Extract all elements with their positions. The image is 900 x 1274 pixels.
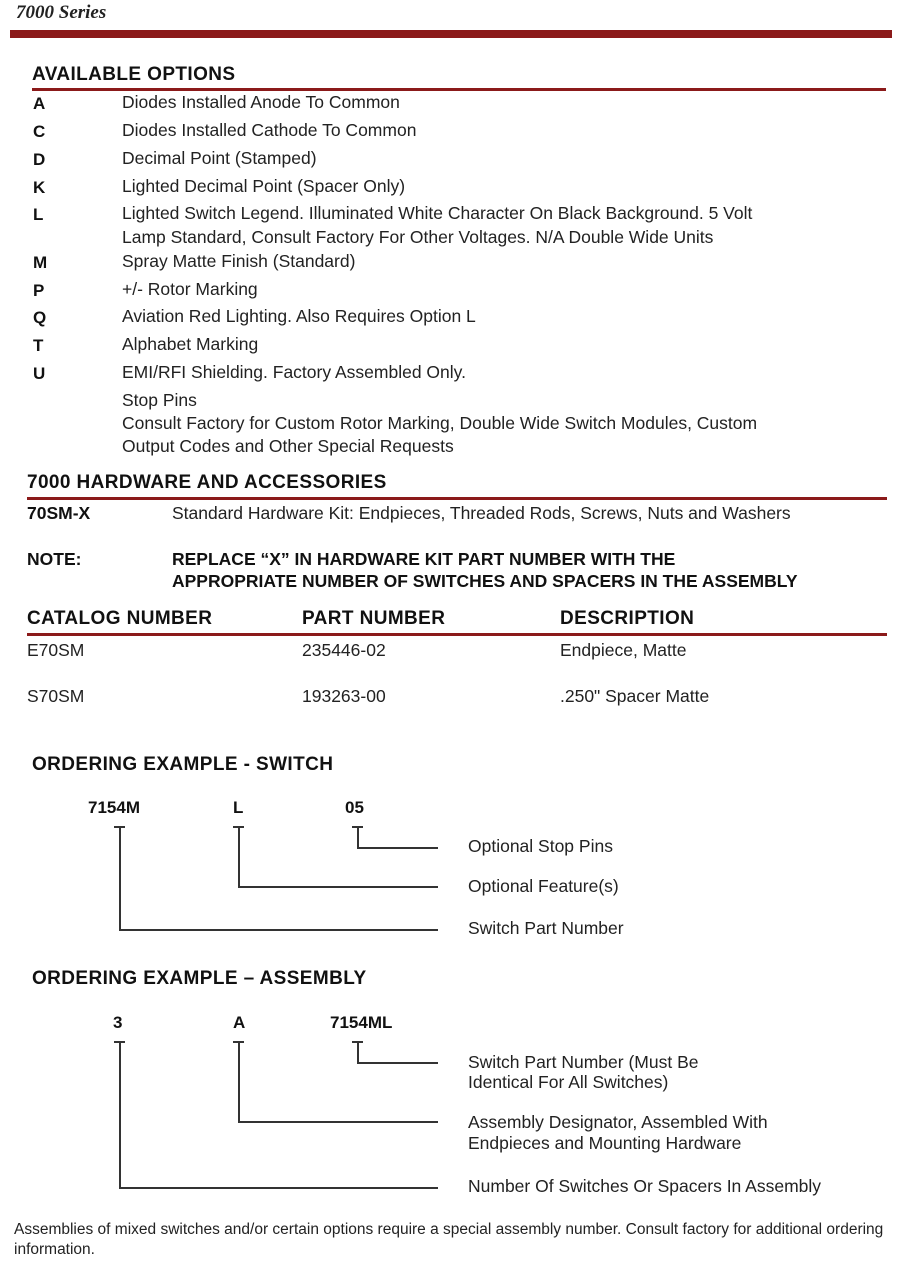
switch-leader-feature-h — [238, 886, 438, 888]
switch-code-stop-pins: 05 — [345, 798, 364, 817]
table-cell-description: .250" Spacer Matte — [560, 686, 710, 706]
col-header-catalog-number: CATALOG NUMBER — [27, 608, 213, 629]
option-code: A — [33, 94, 46, 113]
switch-code-part: 7154M — [88, 798, 140, 817]
hardware-heading: 7000 HARDWARE AND ACCESSORIES — [27, 472, 387, 493]
assembly-label-designator-1: Assembly Designator, Assembled With — [468, 1112, 768, 1132]
switch-leader-part-h — [119, 929, 438, 931]
assembly-leader-designator-h — [238, 1121, 438, 1123]
option-description: Diodes Installed Cathode To Common — [122, 119, 417, 140]
note-line-2: APPROPRIATE NUMBER OF SWITCHES AND SPACERS IN THE ASSEMBLY — [172, 571, 798, 591]
table-cell-part: 193263-00 — [302, 686, 386, 706]
option-description: Lighted Decimal Point (Spacer Only) — [122, 175, 406, 196]
assembly-code-switch: 7154ML — [330, 1013, 393, 1032]
option-code: Q — [33, 308, 47, 328]
option-description: Output Codes and Other Special Requests — [122, 436, 454, 457]
option-description: Lamp Standard, Consult Factory For Other Voltages. N/A Double Wide Units — [122, 226, 714, 247]
option-description: +/- Rotor Marking — [122, 278, 258, 299]
option-description: Consult Factory for Custom Rotor Marking, Double Wide Switch Modules, Custom — [122, 413, 758, 434]
assembly-leader-switch-h — [357, 1062, 438, 1064]
table-cell-description: Endpiece, Matte — [560, 640, 687, 660]
switch-label-part: Switch Part Number — [468, 918, 624, 938]
assembly-code-count: 3 — [113, 1013, 123, 1032]
option-description: Lighted Switch Legend. Illuminated White Character On Black Background. 5 Volt — [122, 203, 753, 224]
assembly-leader-switch — [357, 1041, 359, 1064]
ordering-assembly-heading: ORDERING EXAMPLE – ASSEMBLY — [32, 968, 367, 989]
assembly-label-designator-2: Endpieces and Mounting Hardware — [468, 1133, 742, 1153]
option-code: D — [33, 149, 46, 169]
option-description: Decimal Point (Stamped) — [122, 147, 317, 168]
series-title: 7000 Series — [16, 2, 107, 23]
hardware-kit-description: Standard Hardware Kit: Endpieces, Threaded Rods, Screws, Nuts and Washers — [172, 503, 791, 523]
option-description: Aviation Red Lighting. Also Requires Option L — [122, 306, 476, 327]
option-code: L — [33, 205, 44, 225]
option-description: Diodes Installed Anode To Common — [122, 92, 400, 112]
assembly-label-switch-1: Switch Part Number (Must Be — [468, 1052, 699, 1072]
footer-note: Assemblies of mixed switches and/or certain options require a special assembly number. Consult factory for additional ordering information. — [14, 1221, 884, 1258]
table-cell-part: 235446-02 — [302, 640, 386, 660]
option-code: U — [33, 364, 46, 384]
switch-code-feature: L — [233, 798, 244, 817]
col-header-part-number: PART NUMBER — [302, 608, 446, 629]
option-code: M — [33, 252, 48, 272]
hardware-rule — [27, 497, 887, 500]
option-code: P — [33, 280, 45, 300]
switch-leader-stop — [357, 826, 359, 849]
available-options-heading: AVAILABLE OPTIONS — [32, 64, 236, 85]
hardware-kit-code: 70SM-X — [27, 503, 91, 523]
option-description: EMI/RFI Shielding. Factory Assembled Only. — [122, 362, 466, 383]
table-cell-catalog: S70SM — [27, 686, 85, 706]
switch-label-feature: Optional Feature(s) — [468, 876, 619, 896]
assembly-leader-designator — [238, 1041, 240, 1123]
ordering-switch-heading: ORDERING EXAMPLE - SWITCH — [32, 754, 334, 775]
switch-label-stop-pins: Optional Stop Pins — [468, 836, 613, 856]
switch-leader-part — [119, 826, 121, 931]
switch-leader-stop-h — [357, 847, 438, 849]
assembly-label-switch-2: Identical For All Switches) — [468, 1072, 669, 1092]
switch-leader-feature — [238, 826, 240, 888]
col-header-description: DESCRIPTION — [560, 608, 695, 629]
note-line-1: REPLACE “X” IN HARDWARE KIT PART NUMBER WITH THE — [172, 549, 676, 569]
option-description: Spray Matte Finish (Standard) — [122, 250, 356, 271]
note-label: NOTE: — [27, 549, 82, 569]
assembly-leader-count — [119, 1041, 121, 1189]
option-description: Alphabet Marking — [122, 334, 259, 355]
table-cell-catalog: E70SM — [27, 640, 85, 660]
assembly-label-count: Number Of Switches Or Spacers In Assembly — [468, 1176, 822, 1196]
option-code: C — [33, 121, 46, 141]
assembly-leader-count-h — [119, 1187, 438, 1189]
option-code: T — [33, 336, 44, 356]
assembly-code-designator: A — [233, 1013, 246, 1032]
option-code: K — [33, 177, 46, 197]
option-description: Stop Pins — [122, 389, 197, 410]
catalog-rule — [27, 633, 887, 636]
header-rule — [10, 30, 892, 38]
